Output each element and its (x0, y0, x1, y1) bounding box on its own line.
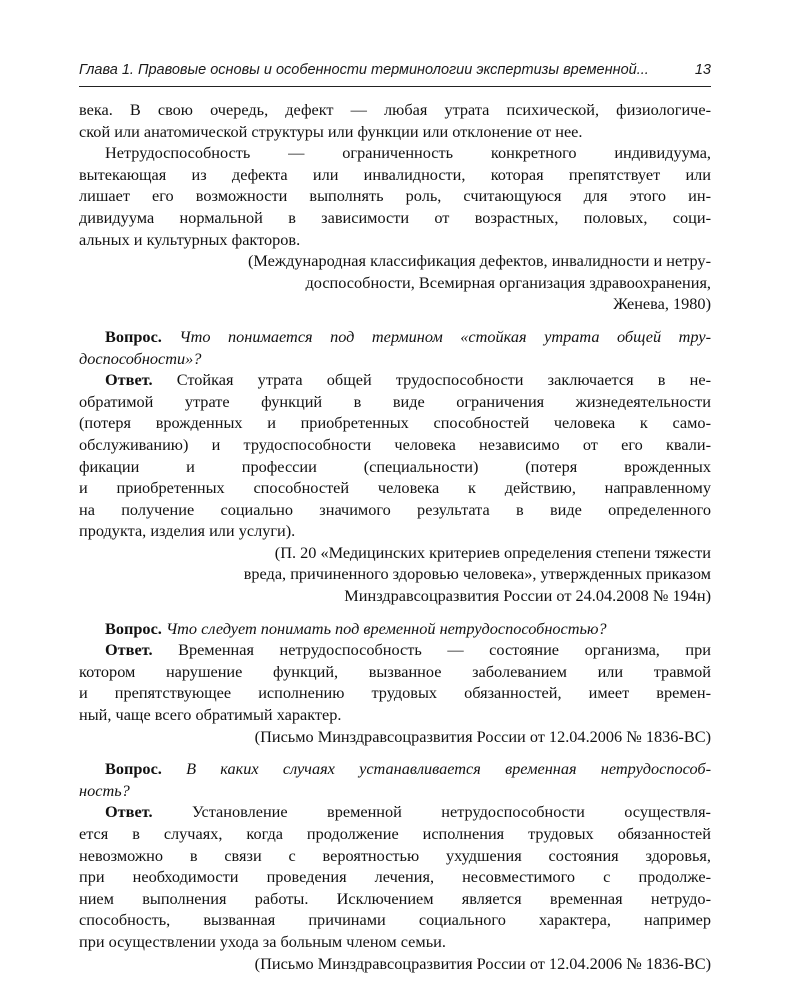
question-text: ность? (79, 780, 130, 800)
text-line: вытекающая из дефекта или инвалидности, которая препятствует или (79, 164, 711, 184)
answer-line (79, 639, 711, 661)
source-citation-line: Женева, 1980) (613, 294, 711, 314)
question-label: Вопрос. (105, 759, 162, 779)
source-citation-line: (П. 20 «Медицинских критериев определения степени тяжести (274, 542, 711, 562)
question-line (79, 326, 711, 348)
text-line: Нетрудоспособность — ограниченность конкретного индивидуума, (105, 143, 711, 163)
page-number: 13 (694, 62, 711, 78)
text-line: ской или анатомической структуры или функции или отклонение от нее. (79, 121, 583, 141)
text-line: (потеря врожденных и приобретенных способностей человека к само- (79, 413, 711, 433)
source-citation-line: (Международная классификация дефектов, инвалидности и нетру- (247, 251, 711, 271)
text-line: обслуживанию) и трудоспособности человека независимо от его квали- (79, 434, 711, 454)
text-line: и препятствующее исполнению трудовых обязанностей, имеет времен- (79, 683, 711, 703)
answer-text: Стойкая утрата общей трудоспособности заключается в не- (176, 370, 711, 390)
text-line: котором нарушение функций, вызванное заболеванием или травмой (79, 661, 711, 681)
text-line: нием выполнения работы. Исключением является временная нетрудо- (79, 888, 711, 908)
page-body (79, 99, 711, 974)
text-line: продукта, изделия или услуги). (79, 521, 296, 541)
answer-label: Ответ. (105, 802, 153, 822)
answer-text: Временная нетрудоспособность — состояние организма, при (178, 640, 711, 660)
question-line (79, 348, 711, 370)
text-line: обратимой утрате функций в виде ограничения жизнедеятельности (79, 391, 711, 411)
answer-line (79, 801, 711, 823)
question-text: доспособности»? (79, 348, 202, 368)
answer-line (79, 369, 711, 391)
source-citation-line: доспособности, Всемирная организация здравоохранения, (305, 272, 711, 292)
question-text: Что понимается под термином «стойкая утрата общей тру- (179, 326, 711, 346)
text-line: ется в случаях, когда продолжение исполнения трудовых обязанностей (79, 824, 711, 843)
text-line: при необходимости проведения лечения, несовместимого с продолже- (79, 867, 711, 887)
answer-label: Ответ. (105, 640, 153, 660)
text-line: ный, чаще всего обратимый характер. (79, 705, 342, 725)
text-line: при осуществлении ухода за больным членом семьи. (79, 931, 446, 951)
source-citation-line: (Письмо Минздравсоцразвития России от 12.04.2006 № 1836-ВС) (254, 953, 711, 973)
text-line: альных и культурных факторов. (79, 229, 301, 249)
text-line: и приобретенных способностей человека к действию, направленному (79, 478, 711, 498)
question-line (79, 758, 711, 780)
text-line: века. В свою очередь, дефект — любая утрата психической, физиологиче- (79, 100, 711, 119)
text-line: на получение социально значимого результата в виде определенного (79, 499, 711, 519)
question-line (79, 780, 711, 802)
text-line: способность, вызванная причинами социального характера, например (79, 910, 711, 930)
answer-label: Ответ. (105, 370, 153, 390)
source-citation-line: (Письмо Минздравсоцразвития России от 12.04.2006 № 1836-ВС) (254, 726, 711, 746)
chapter-title: Глава 1. Правовые основы и особенности терминологии экспертизы временной... (79, 62, 649, 78)
source-citation-line: Минздравсоцразвития России от 24.04.2008 № 194н) (344, 586, 711, 606)
question-label: Вопрос. (105, 618, 162, 638)
question-line (79, 618, 711, 640)
source-citation-line: вреда, причиненного здоровью человека», утвержденных приказом (243, 564, 711, 584)
answer-text: Установление временной нетрудоспособности осуществля- (191, 802, 711, 822)
text-line: лишает его возможности выполнять роль, считающуюся для этого ин- (79, 186, 711, 206)
question-text: В каких случаях устанавливается временная нетрудоспособ- (186, 759, 711, 779)
question-text: Что следует понимать под временной нетрудоспособностью? (165, 618, 607, 638)
question-label: Вопрос. (105, 326, 162, 346)
text-line: дивидуума нормальной в зависимости от возрастных, половых, соци- (79, 207, 711, 227)
text-line: фикации и профессии (специальности) (потеря врожденных (79, 456, 711, 476)
text-line: невозможно в связи с вероятностью ухудшения состояния здоровья, (79, 845, 711, 865)
header-rule (79, 86, 711, 87)
